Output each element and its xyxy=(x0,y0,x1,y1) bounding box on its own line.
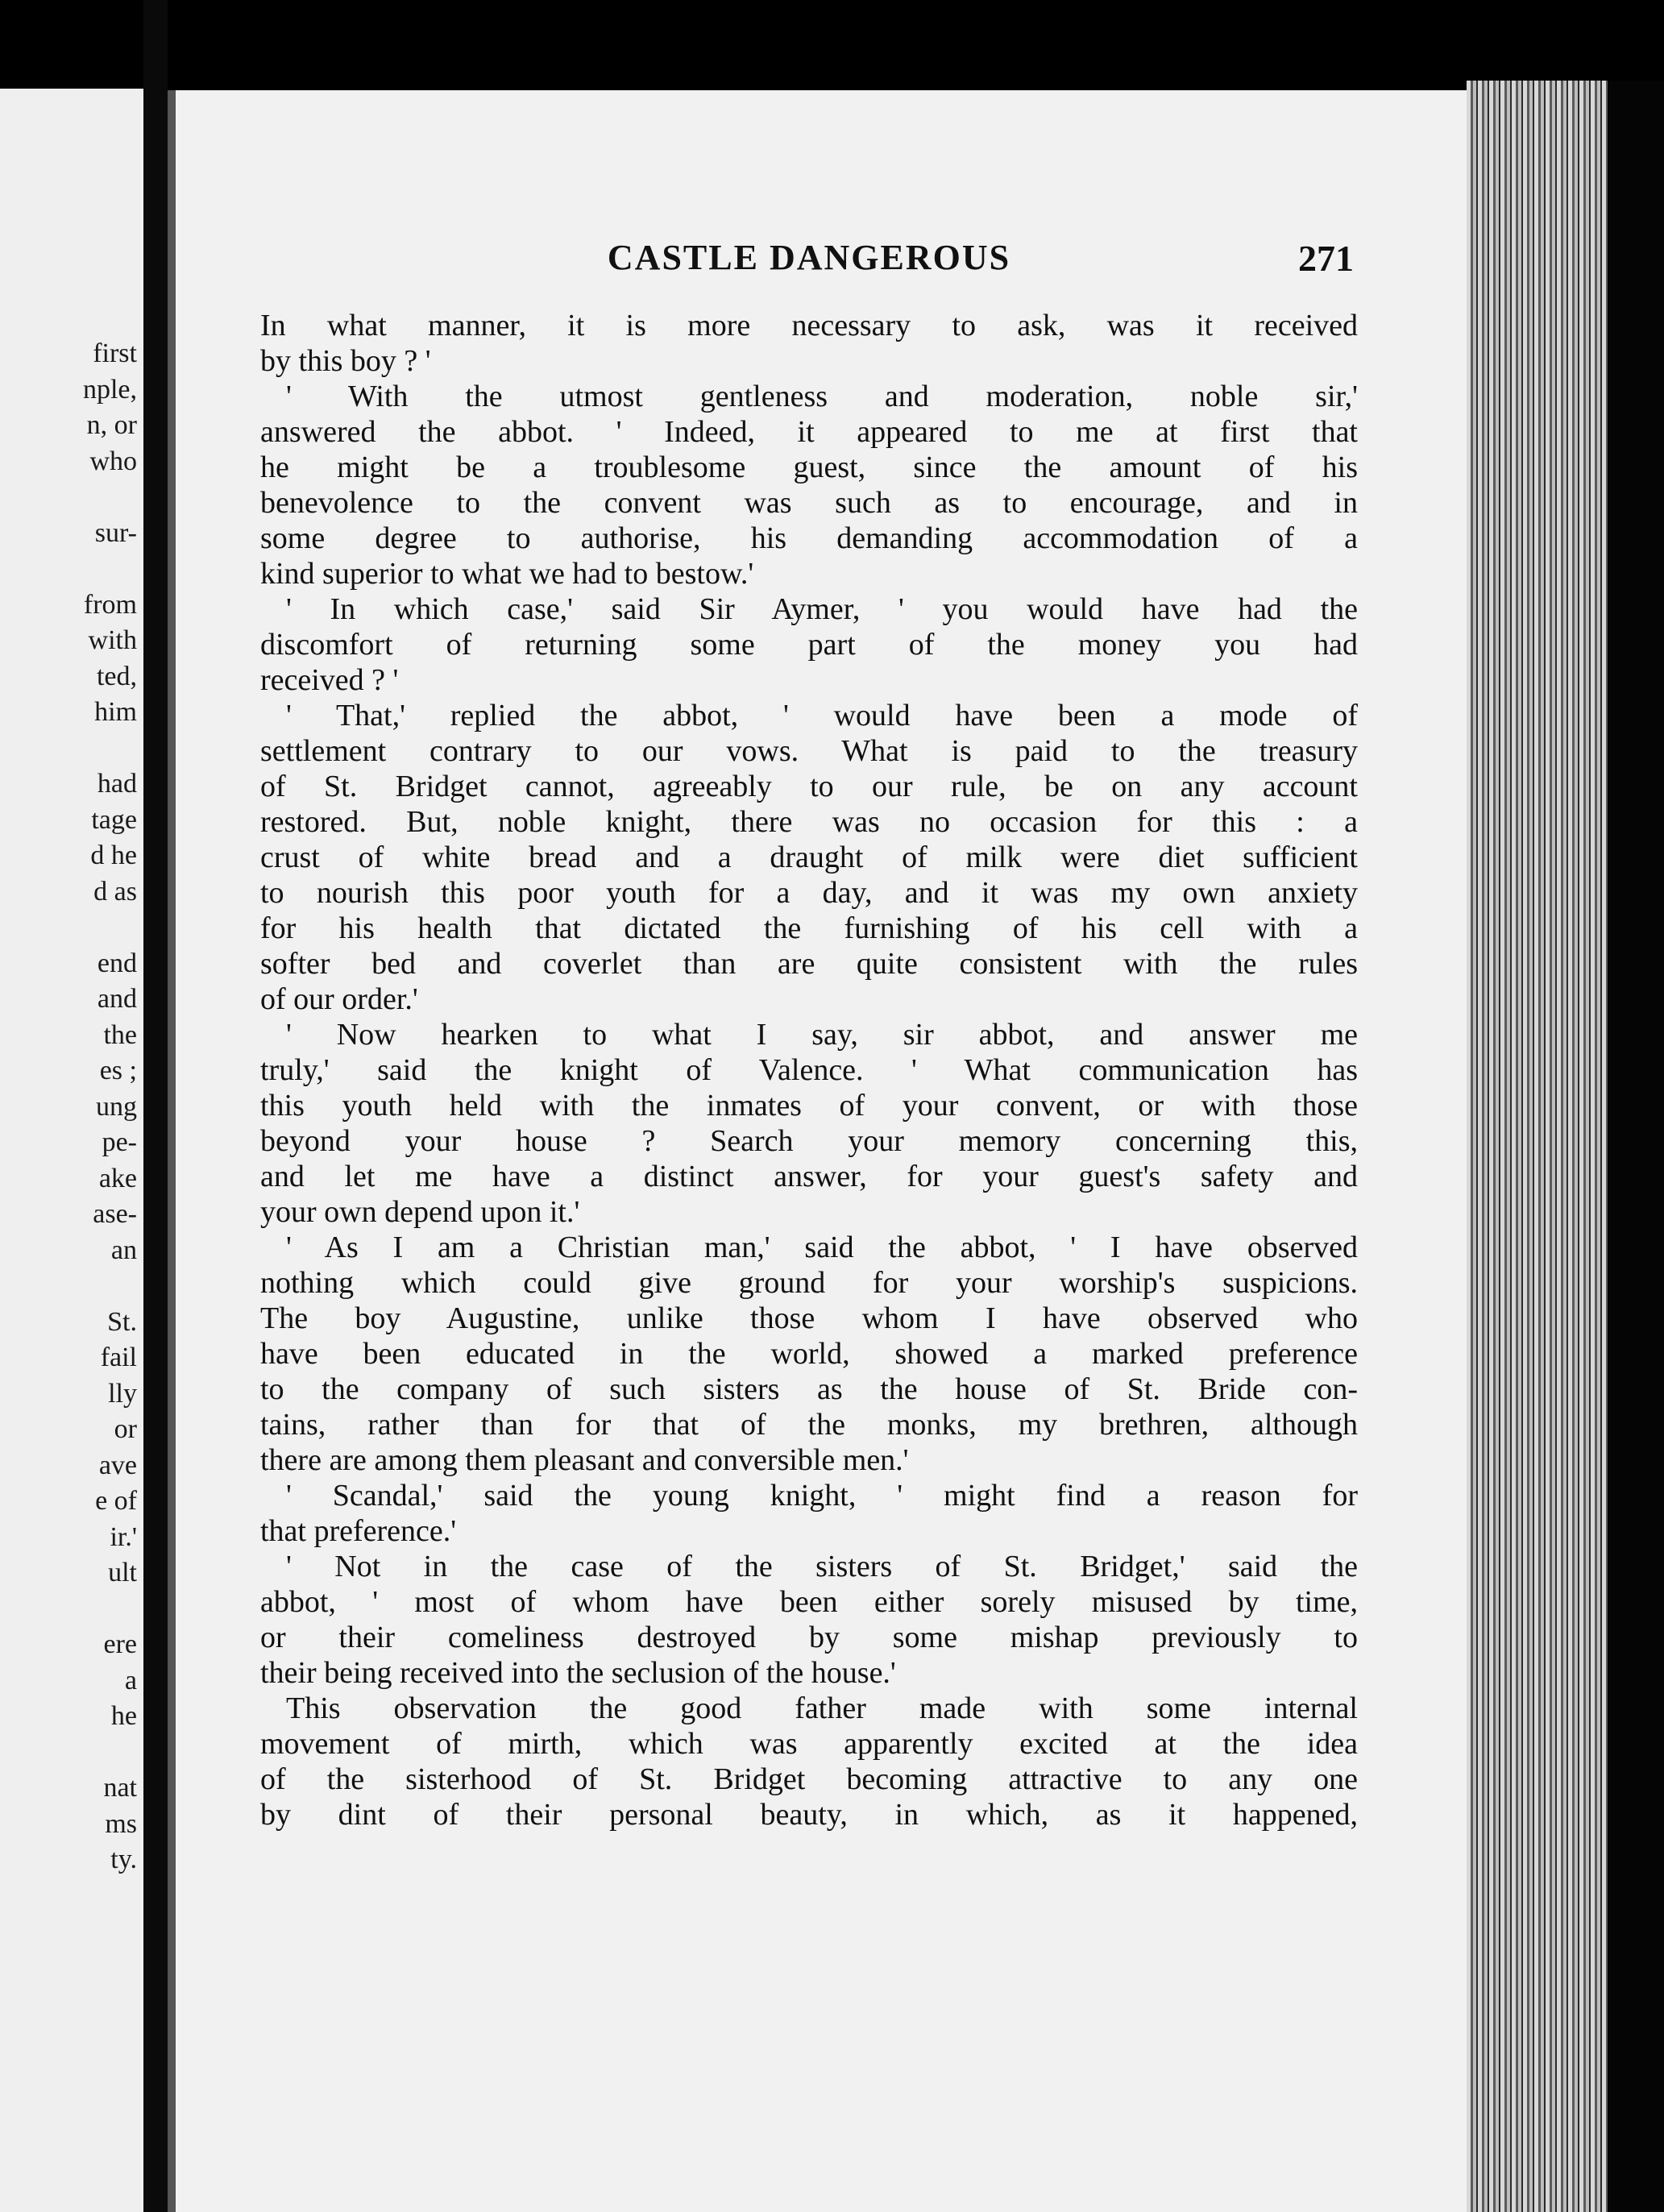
left-page-fragment-line: ung xyxy=(96,1092,137,1122)
left-page-fragment-line: or xyxy=(114,1414,137,1444)
left-page-fragment-line: ave xyxy=(98,1450,137,1480)
left-page-fragment-line: who xyxy=(89,446,137,476)
left-page-fragment-line: pe- xyxy=(102,1127,137,1157)
left-page-fragment-line: the xyxy=(103,1020,137,1050)
left-page-fragment-line: had xyxy=(97,769,137,799)
left-page-fragment-line: ere xyxy=(103,1629,137,1659)
left-page-fragment-line: a xyxy=(124,1666,137,1695)
left-page-fragment-line: he xyxy=(110,1701,137,1731)
body-text xyxy=(260,308,1358,1832)
left-page-fragment-line: n, or xyxy=(86,410,137,440)
left-page-fragment-line: him xyxy=(94,697,137,727)
left-page-fragment-line: an xyxy=(110,1235,137,1265)
left-page-fragment-line: es ; xyxy=(99,1056,137,1085)
text-line: or their comeliness destroyed by some mishap previously to xyxy=(260,1621,1358,1654)
page-header xyxy=(264,237,1354,285)
text-line: some degree to authorise, his demanding accommodation of a xyxy=(260,521,1358,555)
text-line: ' In which case,' said Sir Aymer, ' you would have had the xyxy=(286,592,1358,626)
left-page-fragment-line: d he xyxy=(90,840,137,870)
text-line: benevolence to the convent was such as to encourage, and in xyxy=(260,486,1358,520)
text-line: crust of white bread and a draught of milk were diet sufficient xyxy=(260,840,1358,874)
left-page-fragment-line: nat xyxy=(103,1773,137,1803)
scan-border xyxy=(1608,81,1664,2212)
text-line: restored. But, noble knight, there was no occasion for this : a xyxy=(260,805,1358,839)
page-number: 271 xyxy=(1298,238,1354,279)
text-line: that preference.' xyxy=(260,1514,457,1548)
text-line: by dint of their personal beauty, in which, as it happened, xyxy=(260,1798,1358,1832)
text-line: have been educated in the world, showed a marked preference xyxy=(260,1337,1358,1371)
left-page-fragment xyxy=(0,89,143,2212)
text-line: answered the abbot. ' Indeed, it appeared to me at first that xyxy=(260,415,1358,449)
left-page-fragment-line: fail xyxy=(100,1343,137,1372)
text-line: of our order.' xyxy=(260,982,418,1016)
left-page-fragment-line: ty. xyxy=(110,1845,137,1874)
page-edges xyxy=(1467,81,1608,2212)
left-page-fragment-line: ult xyxy=(108,1558,137,1587)
left-page-fragment-line: and xyxy=(97,984,137,1014)
text-line: This observation the good father made with some internal xyxy=(286,1691,1358,1725)
left-page-fragment-line: ted, xyxy=(96,662,137,691)
text-line: ' Scandal,' said the young knight, ' might find a reason for xyxy=(286,1479,1358,1513)
text-line: settlement contrary to our vows. What is paid to the treasury xyxy=(260,734,1358,768)
left-page-fragment-line: ase- xyxy=(93,1199,137,1229)
left-page-fragment-line: e of xyxy=(95,1486,137,1516)
left-page-fragment-line: first xyxy=(93,338,137,368)
text-line: he might be a troublesome guest, since the amount of his xyxy=(260,450,1358,484)
text-line: of St. Bridget cannot, agreeably to our rule, be on any account xyxy=(260,770,1358,803)
text-line: truly,' said the knight of Valence. ' What communication has xyxy=(260,1053,1358,1087)
text-line: The boy Augustine, unlike those whom I have observed who xyxy=(260,1301,1358,1335)
left-page-fragment-line: nple, xyxy=(82,375,137,405)
text-line: their being received into the seclusion of the house.' xyxy=(260,1656,896,1690)
left-page-fragment-line: with xyxy=(88,625,137,655)
text-line: and let me have a distinct answer, for your guest's safety and xyxy=(260,1160,1358,1193)
text-line: for his health that dictated the furnishing of his cell with a xyxy=(260,911,1358,945)
text-line: ' That,' replied the abbot, ' would have been a mode of xyxy=(286,699,1358,732)
text-line: to the company of such sisters as the house of St. Bride con- xyxy=(260,1372,1358,1406)
text-line: of the sisterhood of St. Bridget becoming attractive to any one xyxy=(260,1762,1358,1796)
text-line: by this boy ? ' xyxy=(260,344,431,378)
text-line: kind superior to what we had to bestow.' xyxy=(260,557,754,591)
left-page-fragment-line: ir.' xyxy=(110,1522,137,1552)
main-page xyxy=(168,90,1483,2212)
left-page-fragment-line: d as xyxy=(93,877,137,907)
left-page-fragment-line: from xyxy=(83,590,137,620)
left-page-fragment-line: lly xyxy=(108,1379,137,1409)
left-page-fragment-line: end xyxy=(97,948,137,978)
text-line: your own depend upon it.' xyxy=(260,1195,580,1229)
left-page-fragment-line: St. xyxy=(107,1307,137,1337)
text-line: nothing which could give ground for your worship's suspicions. xyxy=(260,1266,1358,1300)
text-line: beyond your house ? Search your memory concerning this, xyxy=(260,1124,1358,1158)
left-page-fragment-line: tage xyxy=(91,805,137,835)
text-line: this youth held with the inmates of your convent, or with those xyxy=(260,1089,1358,1123)
text-line: abbot, ' most of whom have been either sorely misused by time, xyxy=(260,1585,1358,1619)
left-page-fragment-line: ms xyxy=(105,1809,137,1839)
book-gutter xyxy=(143,0,168,2212)
left-page-fragment-line: ake xyxy=(98,1164,137,1193)
text-line: ' As I am a Christian man,' said the abbot, ' I have observed xyxy=(286,1231,1358,1264)
text-line: tains, rather than for that of the monks, my brethren, although xyxy=(260,1408,1358,1442)
text-line: received ? ' xyxy=(260,663,399,697)
text-line: ' Not in the case of the sisters of St. Bridget,' said the xyxy=(286,1550,1358,1583)
left-page-fragment-line: sur- xyxy=(94,518,137,548)
text-line: there are among them pleasant and conversible men.' xyxy=(260,1443,909,1477)
text-line: to nourish this poor youth for a day, and it was my own anxiety xyxy=(260,876,1358,910)
text-line: In what manner, it is more necessary to ask, was it received xyxy=(260,309,1358,342)
text-line: ' With the utmost gentleness and moderation, noble sir,' xyxy=(286,380,1358,413)
text-line: movement of mirth, which was apparently excited at the idea xyxy=(260,1727,1358,1761)
text-line: discomfort of returning some part of the money you had xyxy=(260,628,1358,662)
running-title: CASTLE DANGEROUS xyxy=(607,238,1011,277)
text-line: softer bed and coverlet than are quite consistent with the rules xyxy=(260,947,1358,981)
text-line: ' Now hearken to what I say, sir abbot, and answer me xyxy=(286,1018,1358,1052)
